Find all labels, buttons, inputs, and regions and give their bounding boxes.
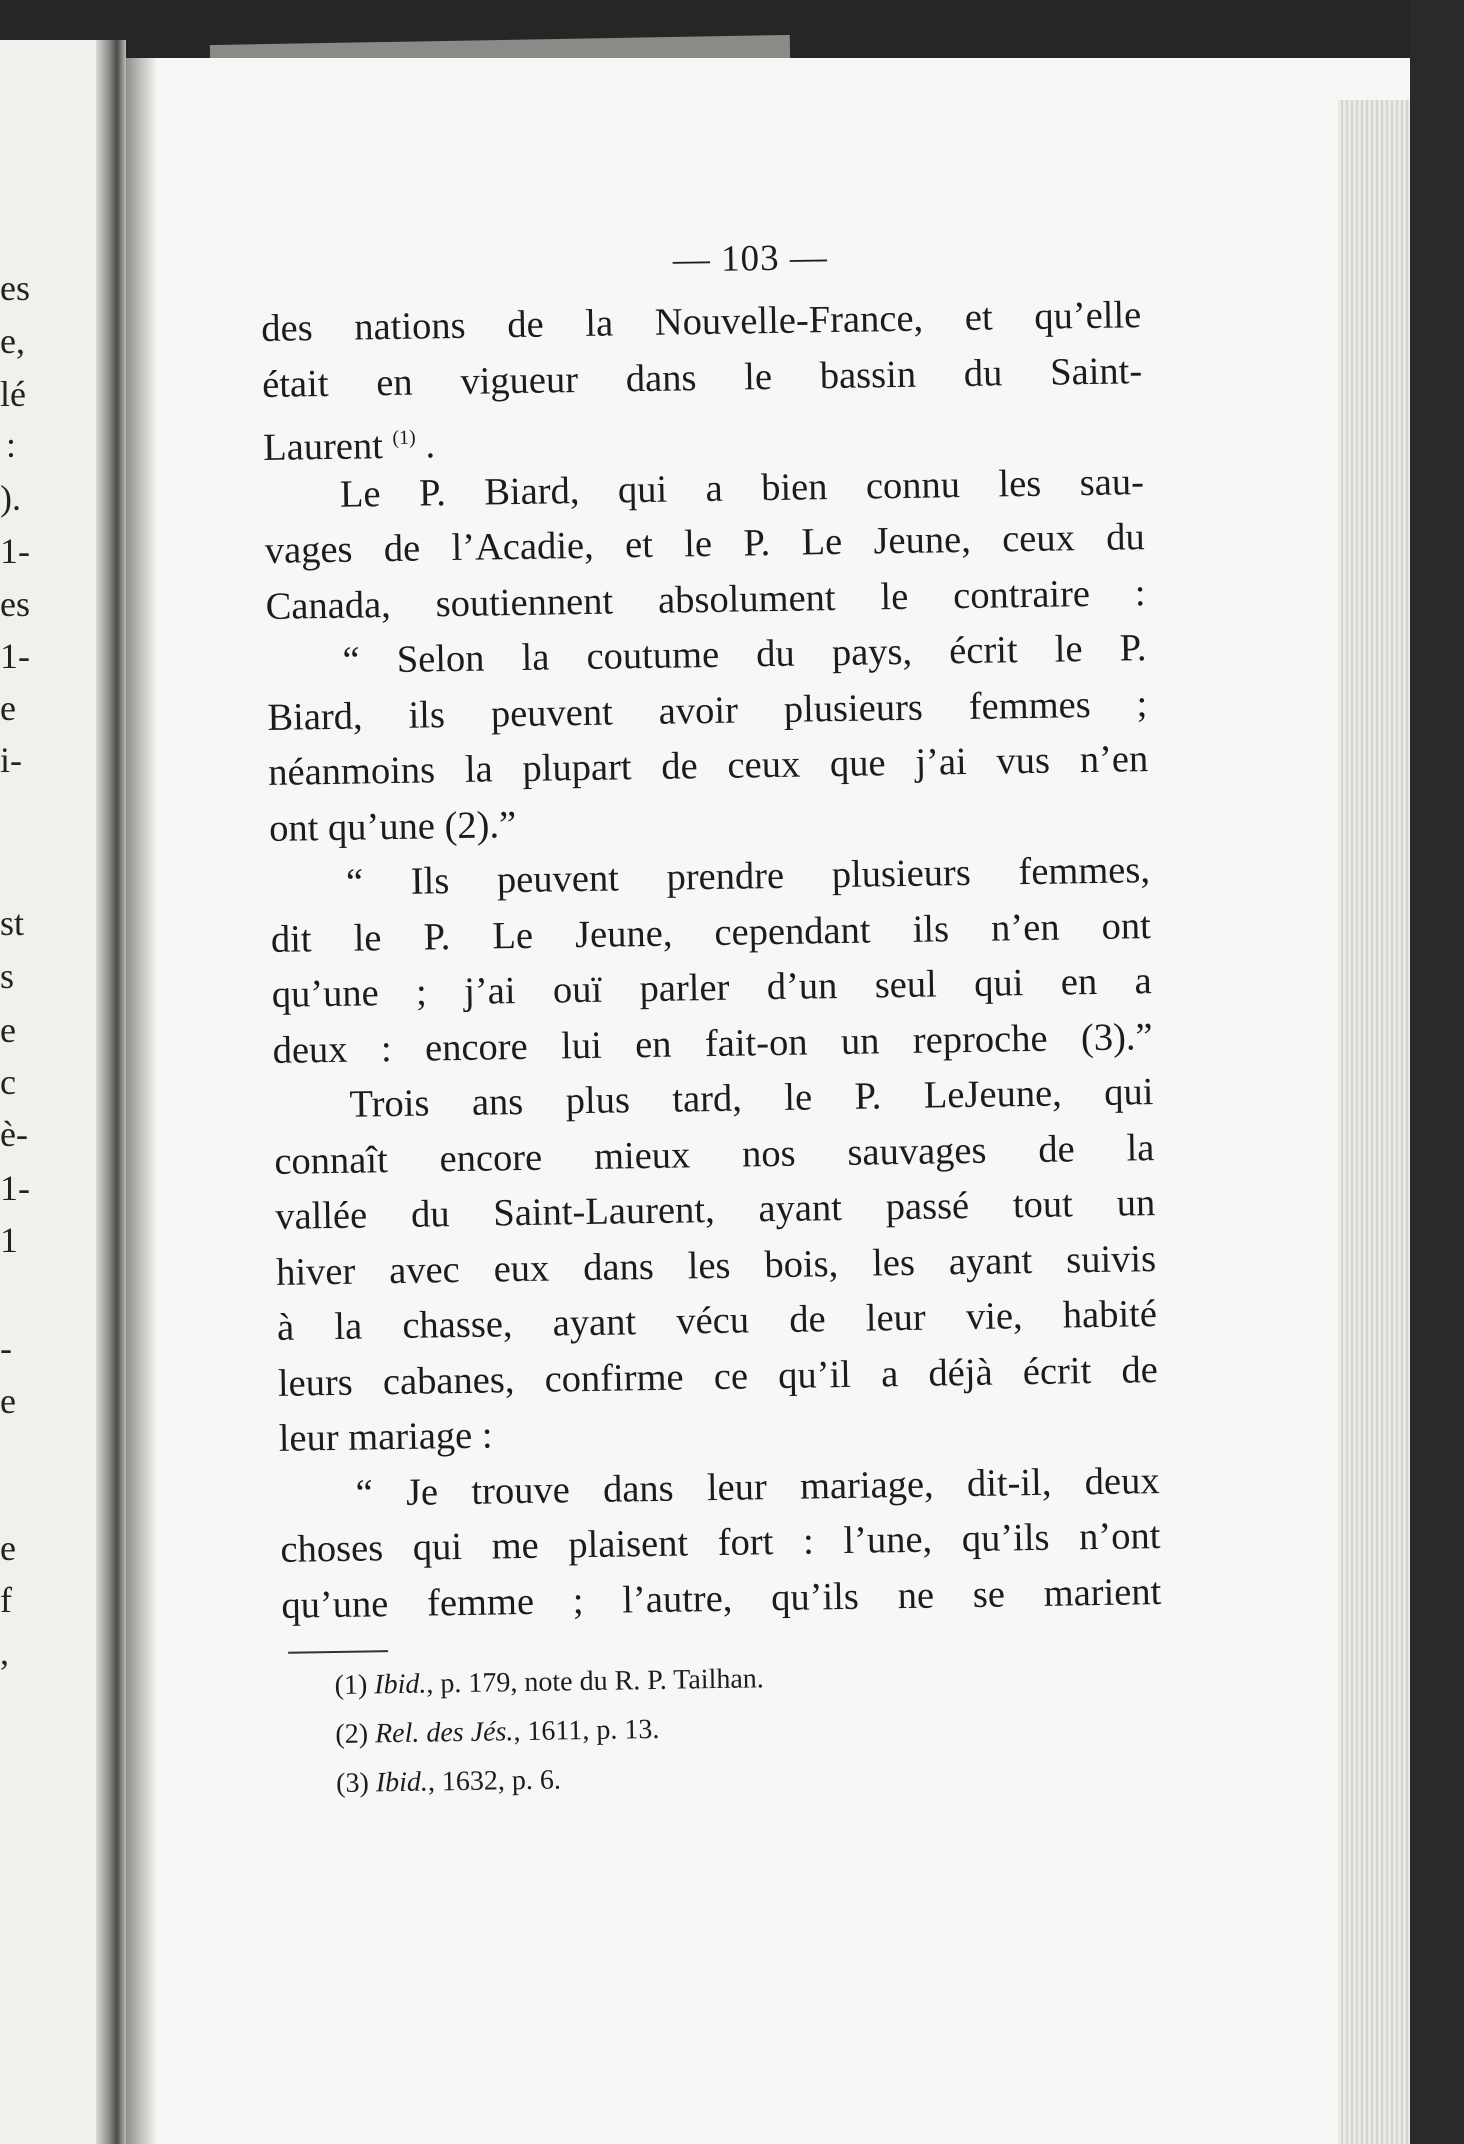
- text-line: dit le P. Le Jeune, cependant ils n’en ont: [270, 904, 1152, 961]
- facing-page-fragment: s: [0, 956, 15, 996]
- text-line: Le P. Biard, qui a bien connu les sau-: [339, 460, 1145, 516]
- footnote-reference: Ibid.: [375, 1766, 429, 1799]
- facing-page-fragment: ,: [0, 1632, 9, 1672]
- facing-page-fragment: :: [6, 425, 17, 465]
- text-line: deux : encore lui en fait-on un reproche (3).”: [272, 1015, 1153, 1072]
- facing-page-fragment: ).: [0, 478, 21, 518]
- text-line: à la chasse, ayant vécu de leur vie, habité: [276, 1293, 1158, 1349]
- text-line: néanmoins la plupart de ceux que j’ai vus n’en: [267, 738, 1149, 794]
- text-line: vages de l’Acadie, et le P. Le Jeune, ceux du: [264, 516, 1146, 572]
- text-line: leurs cabanes, confirme ce qu’il a déjà écrit de: [277, 1348, 1159, 1405]
- footnote-number: (1): [334, 1669, 368, 1702]
- facing-page-fragment: i-: [0, 740, 22, 780]
- text-line: Biard, ils peuvent avoir plusieurs femmes ;: [267, 682, 1148, 739]
- text-line: hiver avec eux dans les bois, les ayant suivis: [275, 1237, 1157, 1294]
- page-stack-edge: [1338, 100, 1410, 2144]
- text-line-end: .: [425, 424, 436, 467]
- facing-page-fragment: es: [0, 584, 30, 624]
- text-line: des nations de la Nouvelle-France, et qu’elle: [260, 294, 1142, 350]
- text-line: qu’une ; j’ai ouï parler d’un seul qui en a: [271, 960, 1153, 1016]
- page-number: — 103 —: [672, 237, 829, 281]
- footnote-text: , 1632, p. 6.: [427, 1764, 562, 1798]
- facing-page-fragment: 1: [0, 1220, 18, 1260]
- text-line: leur mariage :: [278, 1414, 493, 1460]
- footnote-rule: [288, 1650, 388, 1654]
- facing-page-fragment: e: [0, 688, 16, 728]
- text-line: choses qui me plaisent fort : l’une, qu’ils n’ont: [280, 1515, 1161, 1571]
- footnote-text: , p. 179, note du R. P. Tailhan.: [426, 1663, 765, 1700]
- facing-page-fragment: e: [0, 1528, 16, 1568]
- facing-page-fragment: e,: [0, 321, 25, 361]
- footnote-number: (3): [335, 1767, 370, 1799]
- book-gutter: [96, 40, 126, 2144]
- footnote-number: (2): [335, 1718, 369, 1750]
- facing-page-fragment: -: [0, 1328, 12, 1368]
- facing-page-fragment: st: [0, 903, 25, 943]
- facing-page-fragment: 1-: [0, 1168, 30, 1208]
- scan-background-right: [1410, 0, 1464, 2144]
- facing-page-fragment: e: [0, 1381, 16, 1421]
- footnote-reference: Rel. des Jés.: [374, 1716, 514, 1750]
- text-line: Trois ans plus tard, le P. LeJeune, qui: [349, 1071, 1154, 1126]
- facing-page-fragment: 1-: [0, 531, 30, 571]
- text-line: connaît encore mieux nos sauvages de la: [274, 1126, 1155, 1183]
- text-line: ont qu’une (2).”: [268, 803, 517, 850]
- facing-page-fragment: 1-: [0, 636, 30, 676]
- facing-page-fragment: c: [0, 1062, 16, 1102]
- text-line: était en vigueur dans le bassin du Saint-: [261, 349, 1143, 406]
- text-line: Canada, soutiennent absolument le contraire :: [265, 571, 1146, 628]
- facing-page-fragment: f: [0, 1580, 12, 1620]
- text-line: “ Ils peuvent prendre plusieurs femmes,: [345, 849, 1151, 904]
- facing-page-fragment: e: [0, 1010, 16, 1050]
- text-line: “ Je trouve dans leur mariage, dit-il, deux: [355, 1459, 1160, 1515]
- page-text: [260, 231, 1164, 1809]
- footnote-reference: Ibid.: [374, 1668, 427, 1701]
- facing-page-fragment: es: [0, 268, 30, 308]
- footnote-marker: (1): [392, 426, 416, 449]
- page-gutter-shade: [126, 58, 156, 2144]
- text-line-content: Laurent: [262, 425, 384, 469]
- facing-page-fragment: lé: [0, 374, 26, 414]
- text-line: qu’une femme ; l’autre, qu’ils ne se marient: [281, 1570, 1162, 1627]
- text-line: “ Selon la coutume du pays, écrit le P.: [342, 627, 1147, 682]
- facing-page-fragment: è-: [0, 1114, 28, 1154]
- text-line: vallée du Saint-Laurent, ayant passé tout un: [274, 1182, 1156, 1238]
- footnote-text: , 1611, p. 13.: [513, 1713, 660, 1748]
